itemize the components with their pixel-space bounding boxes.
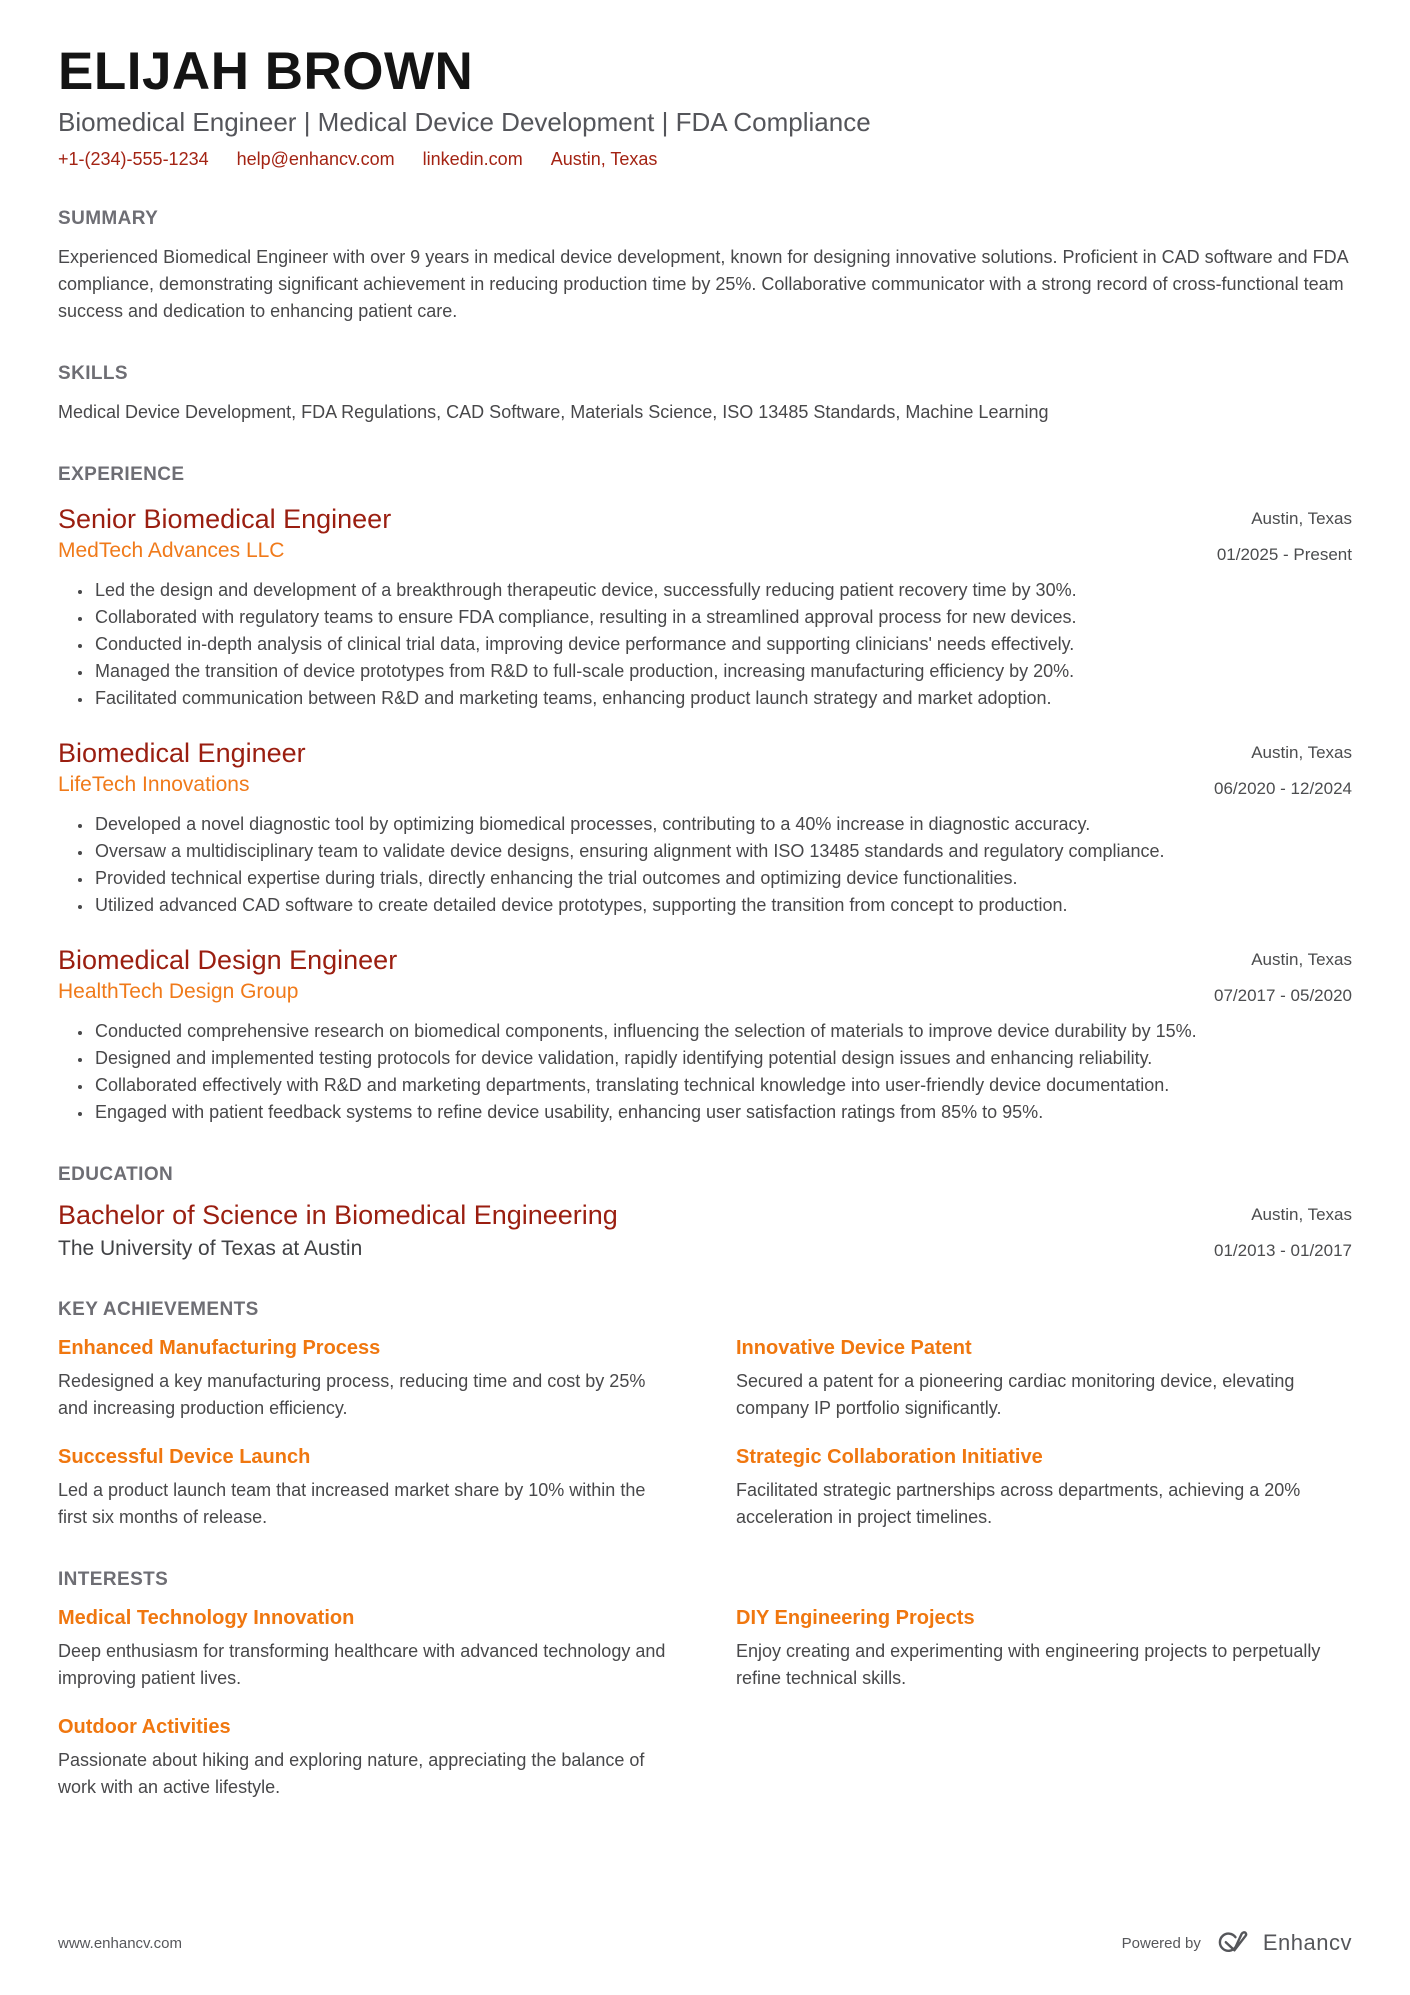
achievement-item (736, 1446, 1352, 1531)
job-bullet: • Designed and implemented testing protocols for device validation, rapidly identifying potential design issues and enhancing reliability. (93, 1045, 1352, 1072)
job-entry-head (58, 945, 1352, 1006)
job-bullet: • Provided technical expertise during trials, directly enhancing the trial outcomes and optimizing device functionalities. (93, 865, 1352, 892)
experience-section (58, 464, 1352, 1126)
job-bullet: • Conducted in-depth analysis of clinical trial data, improving device performance and supporting clinicians' needs effectively. (93, 631, 1352, 658)
achievements-section (58, 1299, 1352, 1531)
powered-by (1122, 1929, 1352, 1957)
interest-item-text: Enjoy creating and experimenting with engineering projects to perpetually refine technical skills. (736, 1640, 1321, 1688)
job-entry (58, 504, 1352, 712)
resume-header (58, 44, 1352, 170)
summary-heading: SUMMARY (58, 207, 159, 229)
interest-item-title: Outdoor Activities (58, 1715, 231, 1738)
contact-location: Austin, Texas (550, 148, 658, 169)
experience-heading: EXPERIENCE (58, 463, 185, 485)
achievement-item-text: Redesigned a key manufacturing process, reducing time and cost by 25% and increasing production efficiency. (58, 1370, 646, 1418)
job-bullet: • Managed the transition of device prototypes from R&D to full-scale production, increasing manufacturing efficiency by 20%. (93, 658, 1352, 685)
interest-item-title: Medical Technology Innovation (58, 1606, 355, 1629)
job-dates: 06/2020 - 12/2024 (1213, 778, 1352, 798)
summary-section (58, 208, 1352, 325)
achievements-grid (58, 1337, 1352, 1531)
job-meta (1214, 738, 1352, 799)
enhancv-brand[interactable]: Enhancv (1262, 1930, 1352, 1955)
skills-heading: SKILLS (58, 362, 128, 384)
interest-item (58, 1607, 674, 1692)
achievement-item (58, 1337, 674, 1422)
job-location: Austin, Texas (1251, 508, 1352, 528)
job-entry-head (58, 738, 1352, 799)
interest-item-text: Passionate about hiking and exploring nature, appreciating the balance of work with an active lifestyle. (58, 1749, 645, 1797)
job-bullet-list (58, 577, 1352, 712)
achievement-item-title: Enhanced Manufacturing Process (58, 1336, 381, 1359)
achievement-item-text: Secured a patent for a pioneering cardiac monitoring device, elevating company IP portfolio significantly. (736, 1370, 1295, 1418)
interests-grid (58, 1607, 1352, 1801)
contact-phone: +1-(234)-555-1234 (58, 148, 209, 169)
achievement-item (58, 1446, 674, 1531)
job-bullet: • Collaborated with regulatory teams to ensure FDA compliance, resulting in a streamlined approval process for new devices. (93, 604, 1352, 631)
job-bullet: • Utilized advanced CAD software to create detailed device prototypes, supporting the transition from concept to production. (93, 892, 1352, 919)
interests-heading: INTERESTS (58, 1568, 169, 1590)
powered-by-label: Powered by (1121, 1934, 1201, 1952)
job-entry-head (58, 504, 1352, 565)
degree-title: Bachelor of Science in Biomedical Engineering (58, 1199, 618, 1230)
footer-site-link[interactable]: www.enhancv.com (58, 1934, 182, 1952)
job-location: Austin, Texas (1251, 949, 1352, 969)
job-bullet: • Led the design and development of a breakthrough therapeutic device, successfully reducing patient recovery time by 30%. (93, 577, 1352, 604)
contact-email-link[interactable]: help@enhancv.com (236, 148, 395, 169)
skills-text: Medical Device Development, FDA Regulations, CAD Software, Materials Science, ISO 13485 Standards, Machine Learning (58, 401, 1049, 422)
education-entry (58, 1200, 1352, 1261)
enhancv-logo-icon (1211, 1929, 1253, 1957)
job-bullet-list (58, 1018, 1352, 1126)
achievement-item (736, 1337, 1352, 1422)
job-entry (58, 945, 1352, 1126)
job-dates: 07/2017 - 05/2020 (1213, 985, 1352, 1005)
summary-text: Experienced Biomedical Engineer with over 9 years in medical device development, known for designing innovative solutions. Proficient in CAD software and FDA compliance, demonstrating significant achievement in reducing production time by 25%. Collaborative communicator with a strong record of cross-functional team success and dedication to enhancing patient care. (58, 246, 1348, 321)
interests-section (58, 1569, 1352, 1801)
interest-item-title: DIY Engineering Projects (736, 1606, 975, 1629)
job-bullet: • Engaged with patient feedback systems to refine device usability, enhancing user satisfaction ratings from 85% to 95%. (93, 1099, 1352, 1126)
company-name: HealthTech Design Group (58, 979, 299, 1003)
job-bullet: • Conducted comprehensive research on biomedical components, influencing the selection of materials to improve device durability by 15%. (93, 1018, 1352, 1045)
contact-row (58, 149, 1352, 170)
job-bullet: • Developed a novel diagnostic tool by optimizing biomedical processes, contributing to a 40% increase in diagnostic accuracy. (93, 811, 1352, 838)
education-heading: EDUCATION (58, 1163, 174, 1185)
job-bullet: • Oversaw a multidisciplinary team to validate device designs, ensuring alignment with ISO 13485 standards and regulatory compliance. (93, 838, 1352, 865)
job-location: Austin, Texas (1251, 742, 1352, 762)
company-name: LifeTech Innovations (58, 772, 250, 796)
experience-entries (58, 504, 1352, 1126)
job-title: Senior Biomedical Engineer (58, 503, 392, 534)
page-footer (58, 1929, 1352, 1957)
skills-section (58, 363, 1352, 426)
job-bullet: • Collaborated effectively with R&D and marketing departments, translating technical knowledge into user-friendly device documentation. (93, 1072, 1352, 1099)
interest-item-text: Deep enthusiasm for transforming healthcare with advanced technology and improving patient lives. (58, 1640, 666, 1688)
job-bullet-list (58, 811, 1352, 919)
school-name: The University of Texas at Austin (58, 1236, 363, 1260)
job-meta (1217, 504, 1352, 565)
interest-item (58, 1716, 674, 1801)
achievement-item-text: Led a product launch team that increased market share by 10% within the first six months of release. (58, 1479, 646, 1527)
job-dates: 01/2025 - Present (1216, 544, 1352, 564)
education-location: Austin, Texas (1251, 1204, 1352, 1224)
job-meta (1214, 945, 1352, 1006)
job-entry (58, 738, 1352, 919)
education-dates: 01/2013 - 01/2017 (1213, 1240, 1352, 1260)
candidate-headline: Biomedical Engineer | Medical Device Development | FDA Compliance (58, 106, 871, 137)
achievement-item-title: Innovative Device Patent (736, 1336, 972, 1359)
company-name: MedTech Advances LLC (58, 538, 285, 562)
job-title: Biomedical Design Engineer (58, 944, 398, 975)
achievement-item-title: Successful Device Launch (58, 1445, 311, 1468)
achievement-item-title: Strategic Collaboration Initiative (736, 1445, 1043, 1468)
interest-item (736, 1607, 1352, 1692)
achievement-item-text: Facilitated strategic partnerships across departments, achieving a 20% acceleration in project timelines. (736, 1479, 1301, 1527)
candidate-name: ELIJAH BROWN (58, 42, 474, 101)
education-section (58, 1164, 1352, 1261)
job-title: Biomedical Engineer (58, 737, 306, 768)
job-bullet: • Facilitated communication between R&D and marketing teams, enhancing product launch strategy and market adoption. (93, 685, 1352, 712)
contact-linkedin-link[interactable]: linkedin.com (422, 148, 523, 169)
achievements-heading: KEY ACHIEVEMENTS (58, 1298, 259, 1320)
